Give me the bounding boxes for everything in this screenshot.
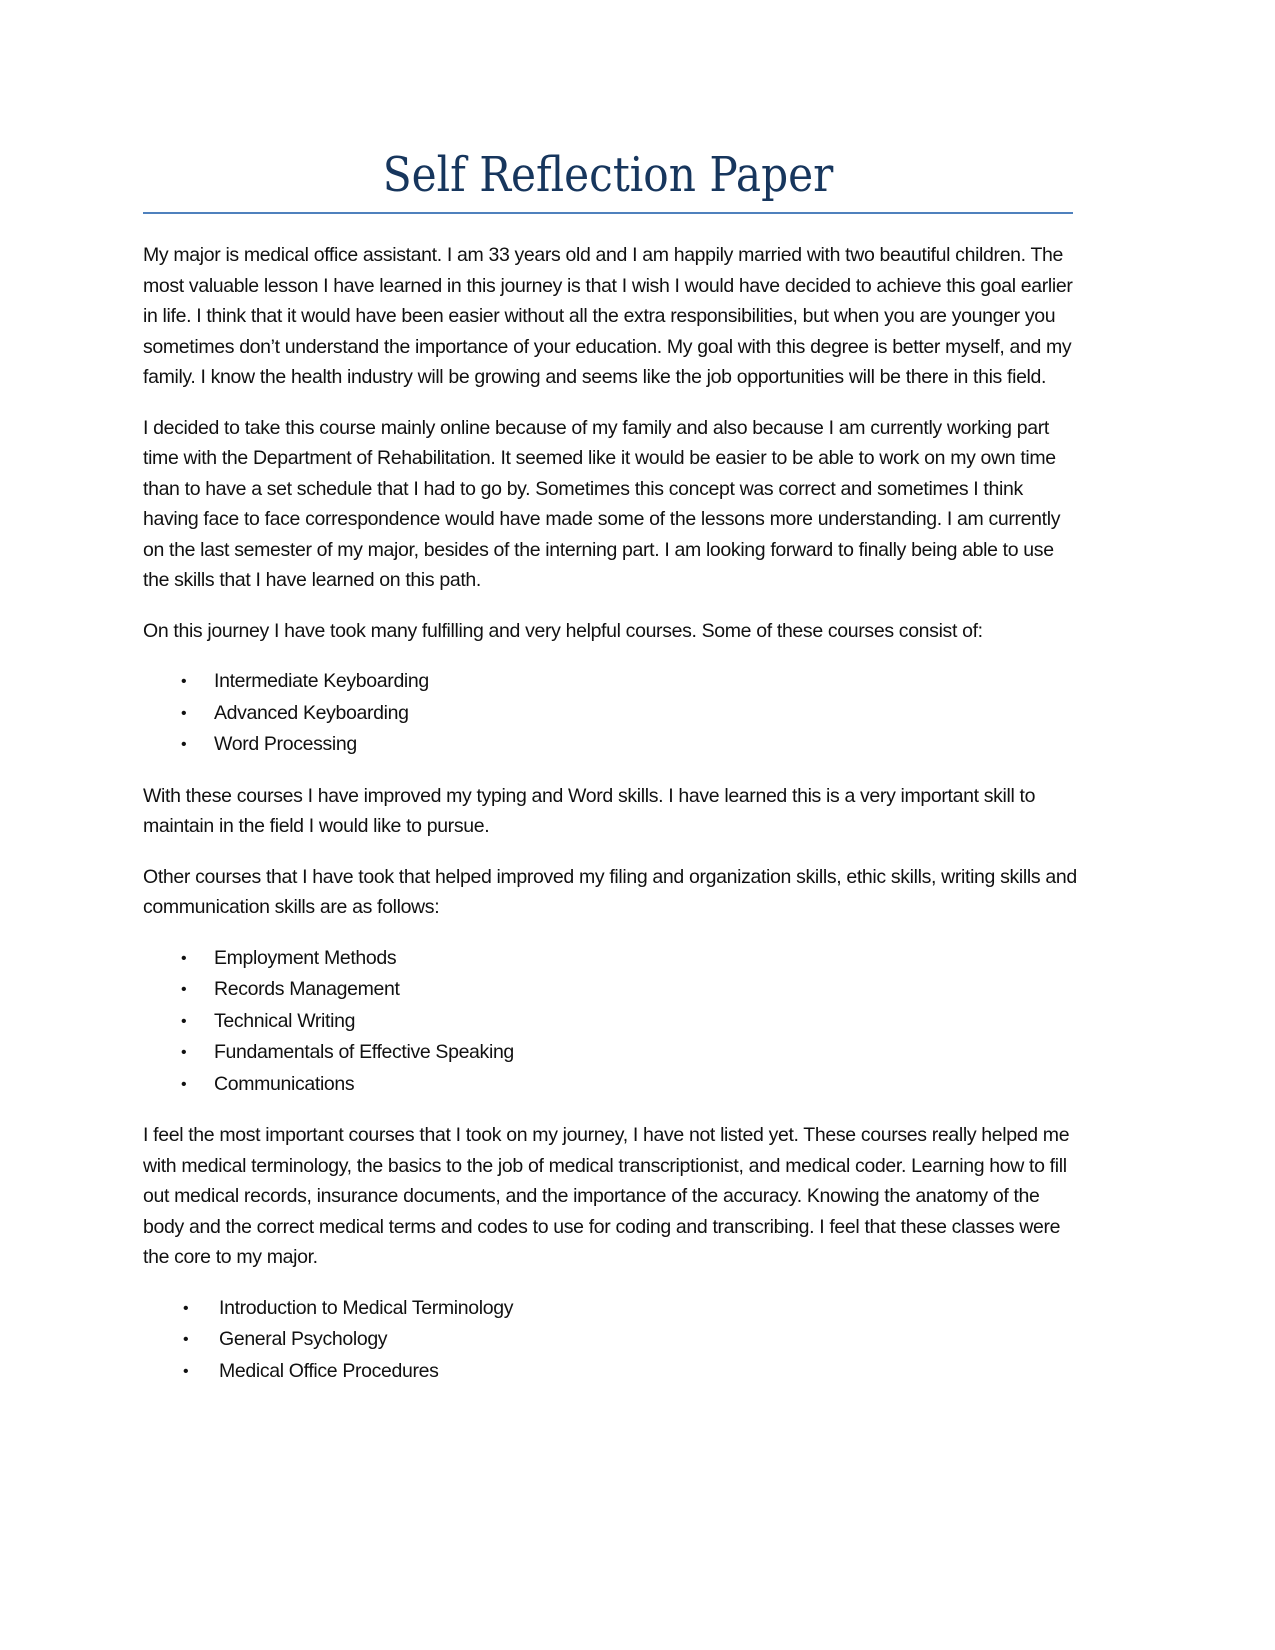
- list-item: [143, 666, 1083, 698]
- other-course-list: [143, 943, 1083, 1101]
- list-item: [143, 1069, 1083, 1101]
- bullet-icon: •: [181, 1012, 187, 1030]
- list-item: [143, 1037, 1083, 1069]
- list-item: [143, 698, 1083, 730]
- bullet-icon: •: [181, 949, 187, 967]
- course-name: Medical Office Procedures: [219, 1359, 439, 1382]
- bullet-icon: •: [181, 981, 187, 998]
- title-underline-rule: [143, 212, 1073, 214]
- paragraph-intro: My major is medical office assistant. I am 33 years old and I am happily married with two beautiful children. The most valuable lesson I have learned in this journey is that I wish I would have decided to achieve this goal earlier in life. I think that it would have been easier without all the extra responsibilities, but when you are younger you sometimes don’t understand the importance of your education. My goal with this degree is better myself, and my family. I know the health industry will be growing and seems like the job opportunities will be there in this field.: [143, 244, 1073, 388]
- paragraph-typing-skills: With these courses I have improved my typing and Word skills. I have learned this is a very important skill to maintain in the field I would like to pursue.: [143, 784, 1036, 837]
- bullet-icon: •: [181, 1044, 187, 1061]
- course-name: Records Management: [214, 978, 400, 1000]
- paragraph-courses-intro: On this journey I have took many fulfilling and very helpful courses. Some of these courses consist of:: [143, 619, 983, 642]
- paragraph-online-course: I decided to take this course mainly online because of my family and also because I am currently working part time with the Department of Rehabilitation. It seemed like it would be easier to be able to work on my own time than to have a set schedule that I had to go by. Sometimes this concept was correct and sometimes I think having face to face correspondence would have made some of the lessons more understanding. I am currently on the last semester of my major, besides of the interning part. I am looking forward to finally being able to use the skills that I have learned on this path.: [143, 416, 1061, 591]
- list-item: [143, 943, 1083, 975]
- paragraph-important-courses: I feel the most important courses that I took on my journey, I have not listed yet. These courses really helped me with medical terminology, the basics to the job of medical transcriptionist, and medical coder. Learning how to fill out medical records, insurance documents, and the importance of the accuracy. Knowing the anatomy of the body and the correct medical terms and codes to use for coding and transcribing. I feel that these classes were the core to my major.: [143, 1124, 1070, 1268]
- bullet-icon: •: [183, 1331, 189, 1348]
- page-title: Self Reflection Paper: [382, 147, 834, 203]
- course-name: General Psychology: [219, 1328, 388, 1350]
- course-name: Technical Writing: [214, 1009, 356, 1032]
- list-item: [143, 1006, 1083, 1038]
- course-name: Communications: [214, 1072, 355, 1095]
- bullet-icon: •: [181, 736, 187, 753]
- bullet-icon: •: [181, 673, 187, 690]
- list-item: [143, 974, 1083, 1006]
- course-name: Fundamentals of Effective Speaking: [214, 1041, 514, 1063]
- bullet-icon: •: [183, 1299, 189, 1317]
- list-item: [143, 1293, 1083, 1325]
- list-item: [143, 729, 1083, 761]
- course-name: Advanced Keyboarding: [214, 701, 409, 724]
- medical-course-list: [143, 1293, 1083, 1388]
- course-name: Intermediate Keyboarding: [214, 670, 429, 692]
- document-body: [143, 240, 1083, 1407]
- course-name: Employment Methods: [214, 946, 397, 969]
- bullet-icon: •: [181, 704, 187, 722]
- course-name: Word Processing: [214, 733, 357, 755]
- bullet-icon: •: [183, 1362, 189, 1380]
- list-item: [143, 1324, 1083, 1356]
- course-name: Introduction to Medical Terminology: [219, 1296, 514, 1319]
- bullet-icon: •: [181, 1075, 187, 1093]
- list-item: [143, 1356, 1083, 1388]
- paragraph-other-courses: Other courses that I have took that helped improved my filing and organization skills, ethic skills, writing skills and communication skills are as follows:: [143, 865, 1077, 918]
- keyboarding-course-list: [143, 666, 1083, 761]
